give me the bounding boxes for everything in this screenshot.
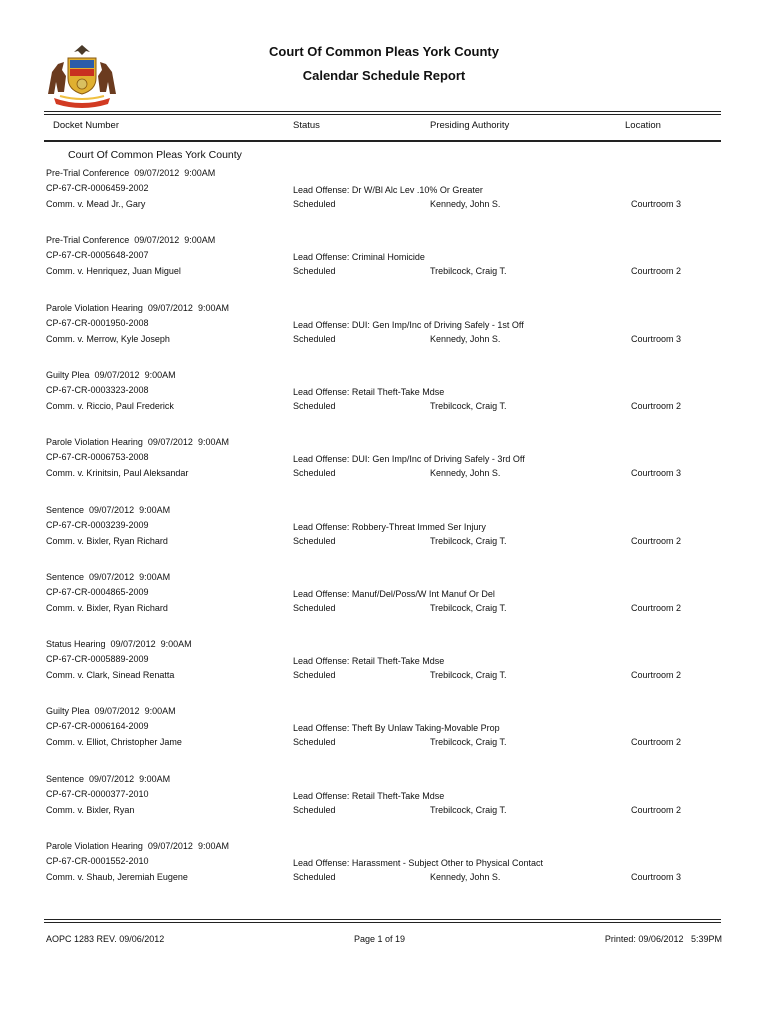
entry-case-caption: Comm. v. Merrow, Kyle Joseph [46, 334, 170, 344]
entry-case-caption: Comm. v. Bixler, Ryan [46, 805, 135, 815]
entry-docket-number: CP-67-CR-0005648-2007 [46, 250, 149, 260]
entry-lead-offense: Lead Offense: Theft By Unlaw Taking-Movable Prop [293, 723, 500, 733]
calendar-entry [0, 774, 768, 840]
calendar-entry [0, 235, 768, 301]
calendar-entry [0, 572, 768, 638]
entry-docket-number: CP-67-CR-0006164-2009 [46, 721, 149, 731]
entry-presiding-authority: Kennedy, John S. [430, 199, 501, 209]
entry-location: Courtroom 2 [631, 670, 682, 680]
entry-status: Scheduled [293, 334, 336, 344]
entry-location: Courtroom 2 [631, 805, 682, 815]
entry-status: Scheduled [293, 536, 336, 546]
entry-lead-offense: Lead Offense: Retail Theft-Take Mdse [293, 387, 445, 397]
entry-event: Parole Violation Hearing 09/07/2012 9:00AM [46, 841, 229, 851]
section-title: Court Of Common Pleas York County [68, 149, 242, 161]
column-header-docket: Docket Number [53, 120, 119, 131]
entry-presiding-authority: Trebilcock, Craig T. [430, 737, 507, 747]
entry-presiding-authority: Trebilcock, Craig T. [430, 603, 507, 613]
entry-case-caption: Comm. v. Bixler, Ryan Richard [46, 603, 168, 613]
entry-case-caption: Comm. v. Shaub, Jeremiah Eugene [46, 872, 188, 882]
entry-status: Scheduled [293, 805, 336, 815]
calendar-entry [0, 437, 768, 503]
entry-lead-offense: Lead Offense: Robbery-Threat Immed Ser Injury [293, 522, 486, 532]
entry-event: Pre-Trial Conference 09/07/2012 9:00AM [46, 235, 216, 245]
footer-form-number: AOPC 1283 REV. 09/06/2012 [46, 934, 165, 944]
entry-case-caption: Comm. v. Krinitsin, Paul Aleksandar [46, 468, 189, 478]
entry-lead-offense: Lead Offense: Criminal Homicide [293, 252, 425, 262]
entry-event: Status Hearing 09/07/2012 9:00AM [46, 639, 192, 649]
entry-presiding-authority: Trebilcock, Craig T. [430, 536, 507, 546]
calendar-entry [0, 370, 768, 436]
entry-event: Sentence 09/07/2012 9:00AM [46, 774, 171, 784]
entry-location: Courtroom 3 [631, 468, 682, 478]
entry-event: Parole Violation Hearing 09/07/2012 9:00AM [46, 437, 229, 447]
footer-printed-date: Printed: 09/06/2012 5:39PM [604, 934, 722, 944]
calendar-entry [0, 639, 768, 705]
report-subtitle: Calendar Schedule Report [302, 68, 466, 83]
column-header-location: Location [625, 120, 661, 131]
entry-case-caption: Comm. v. Elliot, Christopher Jame [46, 737, 182, 747]
entry-presiding-authority: Kennedy, John S. [430, 872, 501, 882]
calendar-entry [0, 841, 768, 907]
entry-docket-number: CP-67-CR-0005889-2009 [46, 654, 149, 664]
entry-location: Courtroom 3 [631, 872, 682, 882]
column-header-authority: Presiding Authority [430, 120, 510, 131]
entry-event: Guilty Plea 09/07/2012 9:00AM [46, 370, 176, 380]
entry-event: Guilty Plea 09/07/2012 9:00AM [46, 706, 176, 716]
entry-lead-offense: Lead Offense: Harassment - Subject Other to Physical Contact [293, 858, 543, 868]
entry-presiding-authority: Kennedy, John S. [430, 334, 501, 344]
entry-status: Scheduled [293, 670, 336, 680]
entry-event: Sentence 09/07/2012 9:00AM [46, 572, 171, 582]
entry-lead-offense: Lead Offense: Manuf/Del/Poss/W Int Manuf Or Del [293, 589, 495, 599]
entry-event: Parole Violation Hearing 09/07/2012 9:00AM [46, 303, 229, 313]
entry-presiding-authority: Trebilcock, Craig T. [430, 401, 507, 411]
entry-lead-offense: Lead Offense: Dr W/Bl Alc Lev .10% Or Greater [293, 185, 483, 195]
entry-status: Scheduled [293, 872, 336, 882]
entry-presiding-authority: Kennedy, John S. [430, 468, 501, 478]
entry-lead-offense: Lead Offense: DUI: Gen Imp/Inc of Driving Safely - 1st Off [293, 320, 524, 330]
entry-status: Scheduled [293, 603, 336, 613]
entry-case-caption: Comm. v. Bixler, Ryan Richard [46, 536, 168, 546]
entry-location: Courtroom 2 [631, 536, 682, 546]
entry-docket-number: CP-67-CR-0001950-2008 [46, 318, 149, 328]
entry-status: Scheduled [293, 266, 336, 276]
entry-docket-number: CP-67-CR-0003323-2008 [46, 385, 149, 395]
entry-status: Scheduled [293, 401, 336, 411]
entry-lead-offense: Lead Offense: Retail Theft-Take Mdse [293, 656, 445, 666]
entry-presiding-authority: Trebilcock, Craig T. [430, 266, 507, 276]
header-bottom-rule [44, 140, 721, 142]
entry-event: Pre-Trial Conference 09/07/2012 9:00AM [46, 168, 216, 178]
calendar-entry [0, 168, 768, 234]
entry-location: Courtroom 3 [631, 334, 682, 344]
entry-event: Sentence 09/07/2012 9:00AM [46, 505, 171, 515]
report-court-title: Court Of Common Pleas York County [269, 44, 499, 59]
entry-presiding-authority: Trebilcock, Craig T. [430, 805, 507, 815]
entry-docket-number: CP-67-CR-0006459-2002 [46, 183, 149, 193]
entry-case-caption: Comm. v. Mead Jr., Gary [46, 199, 146, 209]
entry-location: Courtroom 3 [631, 199, 682, 209]
entry-docket-number: CP-67-CR-0003239-2009 [46, 520, 149, 530]
entry-lead-offense: Lead Offense: Retail Theft-Take Mdse [293, 791, 445, 801]
entry-docket-number: CP-67-CR-0001552-2010 [46, 856, 149, 866]
entry-location: Courtroom 2 [631, 737, 682, 747]
footer-rule [44, 919, 721, 923]
entry-location: Courtroom 2 [631, 266, 682, 276]
footer-page-number: Page 1 of 19 [354, 934, 406, 944]
entry-docket-number: CP-67-CR-0006753-2008 [46, 452, 149, 462]
entry-lead-offense: Lead Offense: DUI: Gen Imp/Inc of Driving Safely - 3rd Off [293, 454, 525, 464]
entry-status: Scheduled [293, 468, 336, 478]
entry-case-caption: Comm. v. Henriquez, Juan Miguel [46, 266, 181, 276]
calendar-entry [0, 706, 768, 772]
column-header-status: Status [293, 120, 320, 131]
calendar-entry [0, 303, 768, 369]
entry-presiding-authority: Trebilcock, Craig T. [430, 670, 507, 680]
entry-status: Scheduled [293, 199, 336, 209]
entry-location: Courtroom 2 [631, 603, 682, 613]
entry-docket-number: CP-67-CR-0004865-2009 [46, 587, 149, 597]
entry-case-caption: Comm. v. Clark, Sinead Renatta [46, 670, 175, 680]
entry-status: Scheduled [293, 737, 336, 747]
entry-location: Courtroom 2 [631, 401, 682, 411]
header-top-rule [44, 111, 721, 115]
calendar-entry [0, 505, 768, 571]
entry-case-caption: Comm. v. Riccio, Paul Frederick [46, 401, 174, 411]
entry-docket-number: CP-67-CR-0000377-2010 [46, 789, 149, 799]
